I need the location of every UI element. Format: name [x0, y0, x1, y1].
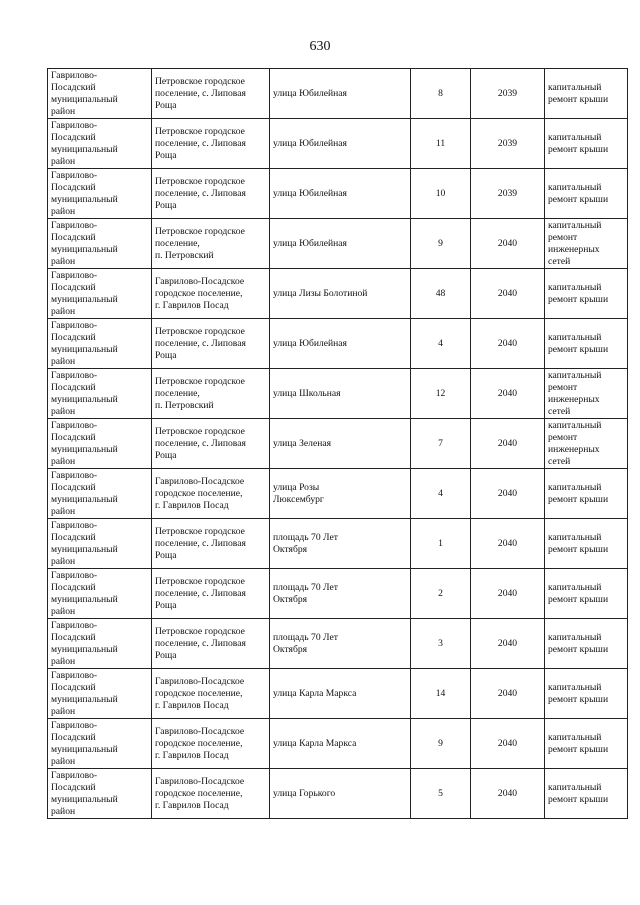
year-cell: 2039	[471, 169, 545, 219]
year-cell: 2040	[471, 669, 545, 719]
table-row	[48, 69, 628, 119]
table-row	[48, 669, 628, 719]
year-cell: 2040	[471, 369, 545, 419]
year-cell: 2040	[471, 219, 545, 269]
district-cell: Гаврилово- Посадский муниципальный район	[48, 719, 152, 769]
house-number-cell: 4	[411, 469, 471, 519]
year-cell: 2040	[471, 269, 545, 319]
district-cell: Гаврилово- Посадский муниципальный район	[48, 369, 152, 419]
work-type-cell: капитальный ремонт крыши	[545, 719, 628, 769]
settlement-cell: Петровское городское поселение, с. Липовая Роща	[152, 169, 270, 219]
house-number-cell: 7	[411, 419, 471, 469]
street-cell: площадь 70 Лет Октября	[270, 619, 411, 669]
house-number-cell: 48	[411, 269, 471, 319]
district-cell: Гаврилово- Посадский муниципальный район	[48, 469, 152, 519]
street-cell: улица Юбилейная	[270, 69, 411, 119]
street-cell: площадь 70 Лет Октября	[270, 519, 411, 569]
house-number-cell: 14	[411, 669, 471, 719]
street-cell: улица Школьная	[270, 369, 411, 419]
work-type-cell: капитальный ремонт крыши	[545, 669, 628, 719]
year-cell: 2040	[471, 319, 545, 369]
page-number: 630	[309, 39, 331, 54]
district-cell: Гаврилово- Посадский муниципальный район	[48, 419, 152, 469]
district-cell: Гаврилово- Посадский муниципальный район	[48, 119, 152, 169]
table-row	[48, 719, 628, 769]
house-number-cell: 8	[411, 69, 471, 119]
district-cell: Гаврилово- Посадский муниципальный район	[48, 269, 152, 319]
settlement-cell: Гаврилово-Посадское городское поселение, г. Гаврилов Посад	[152, 269, 270, 319]
work-type-cell: капитальный ремонт инженерных сетей	[545, 419, 628, 469]
work-type-cell: капитальный ремонт крыши	[545, 569, 628, 619]
table-row	[48, 169, 628, 219]
table-row	[48, 619, 628, 669]
house-number-cell: 1	[411, 519, 471, 569]
table-row	[48, 769, 628, 819]
work-type-cell: капитальный ремонт инженерных сетей	[545, 369, 628, 419]
settlement-cell: Гаврилово-Посадское городское поселение, г. Гаврилов Посад	[152, 719, 270, 769]
work-type-cell: капитальный ремонт крыши	[545, 469, 628, 519]
work-type-cell: капитальный ремонт крыши	[545, 69, 628, 119]
table-row	[48, 369, 628, 419]
year-cell: 2040	[471, 519, 545, 569]
year-cell: 2040	[471, 469, 545, 519]
house-number-cell: 9	[411, 219, 471, 269]
street-cell: улица Юбилейная	[270, 319, 411, 369]
table-row	[48, 419, 628, 469]
street-cell: улица Юбилейная	[270, 169, 411, 219]
district-cell: Гаврилово- Посадский муниципальный район	[48, 169, 152, 219]
street-cell: улица Розы Люксембург	[270, 469, 411, 519]
settlement-cell: Петровское городское поселение, с. Липовая Роща	[152, 319, 270, 369]
table-row	[48, 219, 628, 269]
settlement-cell: Петровское городское поселение, с. Липовая Роща	[152, 619, 270, 669]
work-type-cell: капитальный ремонт крыши	[545, 269, 628, 319]
house-number-cell: 12	[411, 369, 471, 419]
settlement-cell: Петровское городское поселение, п. Петровский	[152, 369, 270, 419]
work-type-cell: капитальный ремонт крыши	[545, 519, 628, 569]
settlement-cell: Гаврилово-Посадское городское поселение, г. Гаврилов Посад	[152, 469, 270, 519]
work-type-cell: капитальный ремонт крыши	[545, 119, 628, 169]
house-number-cell: 2	[411, 569, 471, 619]
year-cell: 2040	[471, 619, 545, 669]
work-type-cell: капитальный ремонт инженерных сетей	[545, 219, 628, 269]
year-cell: 2040	[471, 719, 545, 769]
house-number-cell: 4	[411, 319, 471, 369]
settlement-cell: Петровское городское поселение, с. Липовая Роща	[152, 119, 270, 169]
house-number-cell: 11	[411, 119, 471, 169]
street-cell: улица Карла Маркса	[270, 719, 411, 769]
street-cell: улица Лизы Болотиной	[270, 269, 411, 319]
district-cell: Гаврилово- Посадский муниципальный район	[48, 319, 152, 369]
district-cell: Гаврилово- Посадский муниципальный район	[48, 619, 152, 669]
settlement-cell: Гаврилово-Посадское городское поселение, г. Гаврилов Посад	[152, 769, 270, 819]
house-number-cell: 5	[411, 769, 471, 819]
settlement-cell: Петровское городское поселение, п. Петровский	[152, 219, 270, 269]
street-cell: улица Карла Маркса	[270, 669, 411, 719]
district-cell: Гаврилово- Посадский муниципальный район	[48, 669, 152, 719]
district-cell: Гаврилово- Посадский муниципальный район	[48, 219, 152, 269]
settlement-cell: Петровское городское поселение, с. Липовая Роща	[152, 519, 270, 569]
district-cell: Гаврилово- Посадский муниципальный район	[48, 69, 152, 119]
work-type-cell: капитальный ремонт крыши	[545, 769, 628, 819]
year-cell: 2040	[471, 419, 545, 469]
work-type-cell: капитальный ремонт крыши	[545, 319, 628, 369]
table-row	[48, 519, 628, 569]
table-row	[48, 269, 628, 319]
settlement-cell: Петровское городское поселение, с. Липовая Роща	[152, 69, 270, 119]
year-cell: 2040	[471, 769, 545, 819]
work-type-cell: капитальный ремонт крыши	[545, 619, 628, 669]
street-cell: площадь 70 Лет Октября	[270, 569, 411, 619]
house-number-cell: 10	[411, 169, 471, 219]
house-number-cell: 9	[411, 719, 471, 769]
table-row	[48, 569, 628, 619]
settlement-cell: Петровское городское поселение, с. Липовая Роща	[152, 569, 270, 619]
street-cell: улица Юбилейная	[270, 119, 411, 169]
year-cell: 2039	[471, 119, 545, 169]
table-row	[48, 469, 628, 519]
street-cell: улица Зеленая	[270, 419, 411, 469]
house-number-cell: 3	[411, 619, 471, 669]
district-cell: Гаврилово- Посадский муниципальный район	[48, 569, 152, 619]
registry-table	[47, 68, 628, 819]
settlement-cell: Гаврилово-Посадское городское поселение, г. Гаврилов Посад	[152, 669, 270, 719]
table-row	[48, 319, 628, 369]
district-cell: Гаврилово- Посадский муниципальный район	[48, 519, 152, 569]
registry-table-body	[48, 69, 628, 819]
table-row	[48, 119, 628, 169]
settlement-cell: Петровское городское поселение, с. Липовая Роща	[152, 419, 270, 469]
work-type-cell: капитальный ремонт крыши	[545, 169, 628, 219]
district-cell: Гаврилово- Посадский муниципальный район	[48, 769, 152, 819]
street-cell: улица Юбилейная	[270, 219, 411, 269]
year-cell: 2039	[471, 69, 545, 119]
street-cell: улица Горького	[270, 769, 411, 819]
year-cell: 2040	[471, 569, 545, 619]
